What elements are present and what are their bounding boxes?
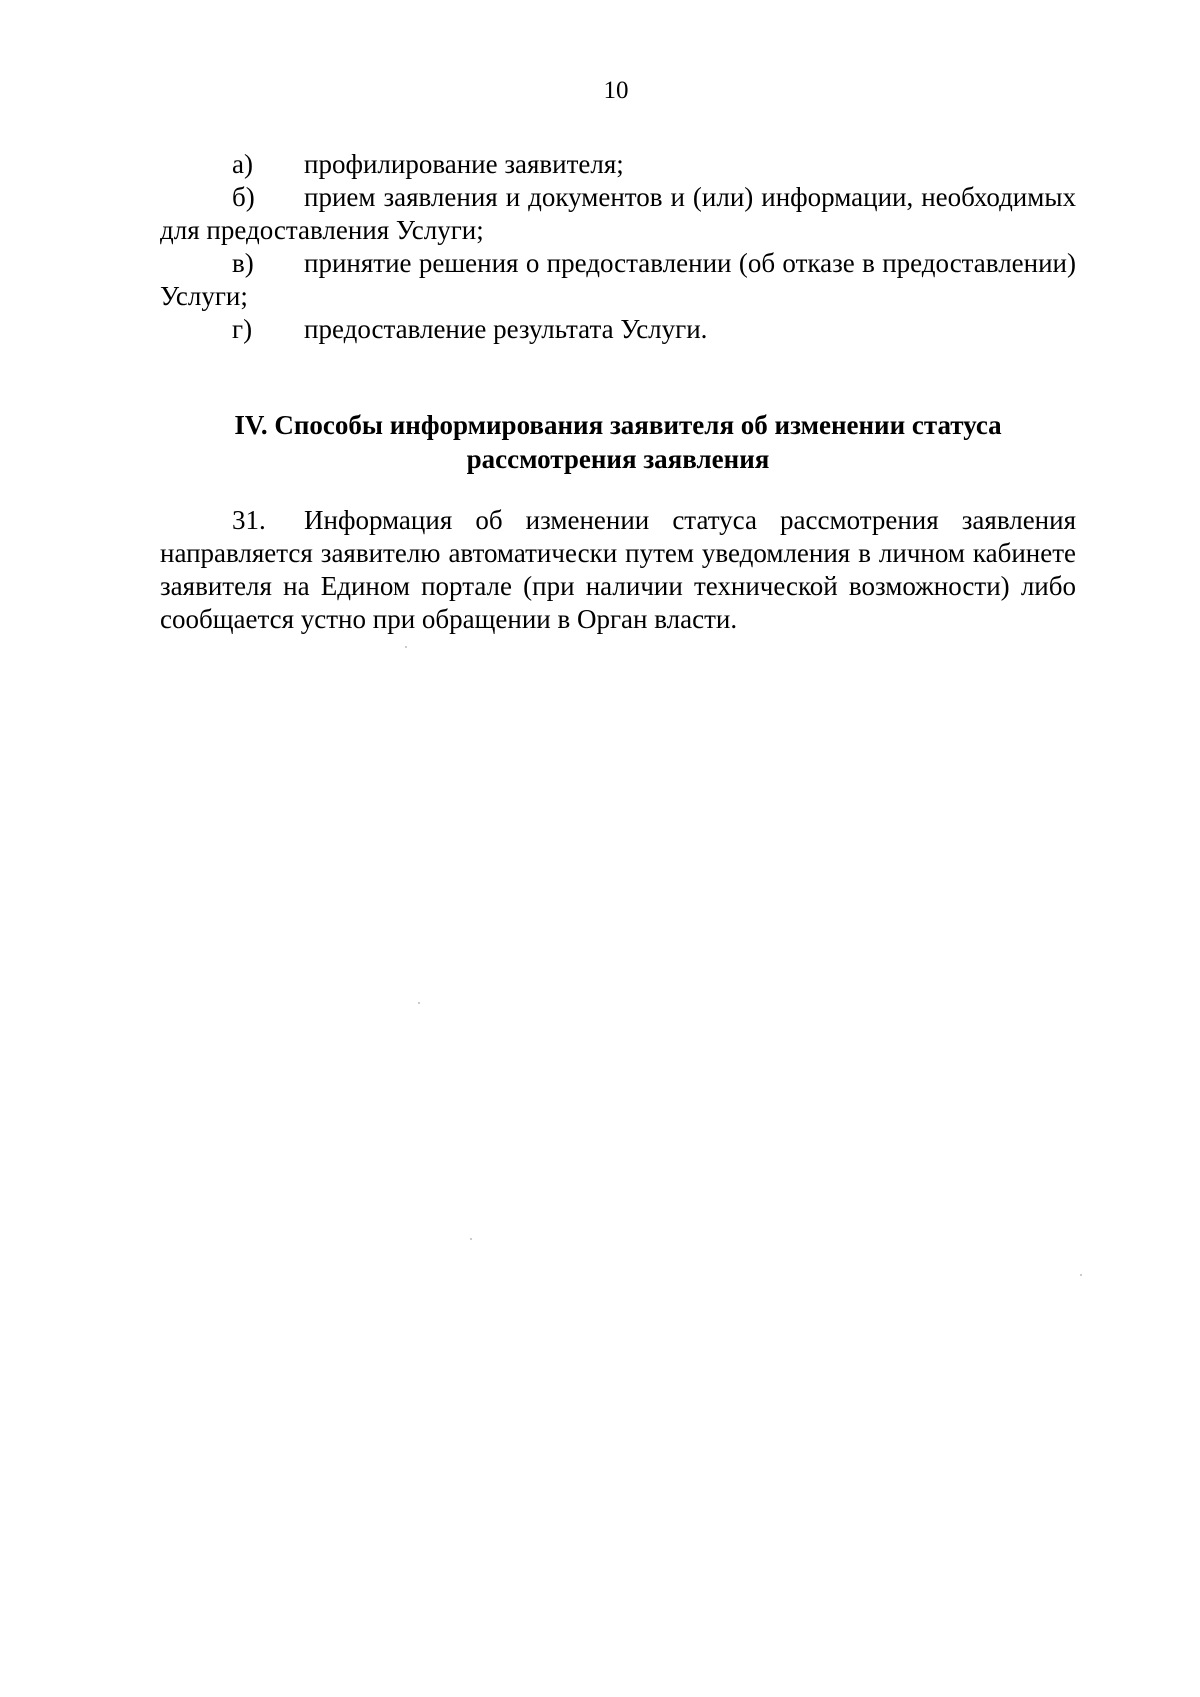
list-item xyxy=(160,247,1076,313)
section-heading-line-1: IV. Способы информирования заявителя об изменении статуса xyxy=(234,410,1002,440)
list-item xyxy=(160,181,1076,247)
list-item-marker: б) xyxy=(232,182,255,212)
list-item-marker: г) xyxy=(232,314,253,344)
paragraph-31 xyxy=(160,504,1076,636)
paragraph-text: Информация об изменении статуса рассмотрения заявления направляется заявителю автоматически путем уведомления в личном кабинете заявителя на Едином портале (при наличии технической возможности) либо сообщается устно при обращении в Орган власти. xyxy=(160,505,1076,634)
list-item-text: предоставление результата Услуги. xyxy=(304,314,708,344)
list-item-marker: в) xyxy=(232,248,254,278)
list-item-text: принятие решения о предоставлении (об отказе в предоставлении) Услуги; xyxy=(160,248,1076,311)
paragraph-number: 31. xyxy=(232,505,266,535)
list-item-marker: а) xyxy=(232,149,253,179)
section-heading xyxy=(160,408,1076,476)
list-item-text: прием заявления и документов и (или) информации, необходимых для предоставления Услуги; xyxy=(160,182,1076,245)
section-heading-line-2: рассмотрения заявления xyxy=(466,444,770,474)
page-number: 10 xyxy=(603,77,629,104)
list-item xyxy=(160,313,1076,346)
scan-speck xyxy=(418,1002,420,1004)
scan-speck xyxy=(1080,1274,1082,1276)
list-item-text: профилирование заявителя; xyxy=(304,149,624,179)
stage-list xyxy=(160,148,1076,346)
list-item xyxy=(160,148,1076,181)
scan-speck xyxy=(405,646,407,648)
scan-speck xyxy=(470,1238,472,1240)
